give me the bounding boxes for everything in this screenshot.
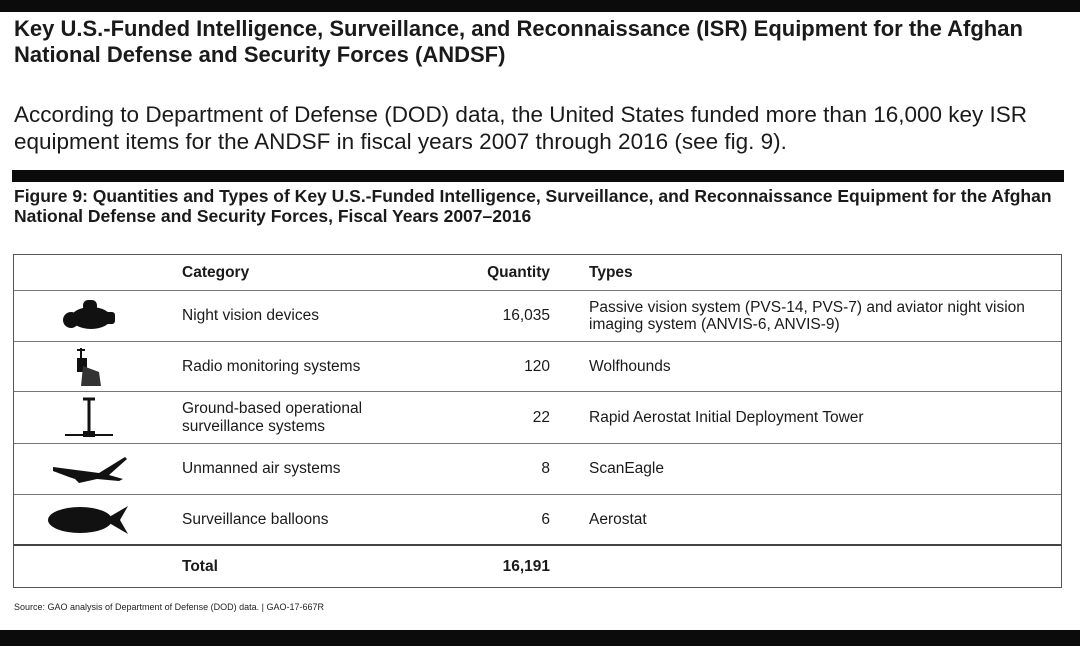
row-types: ScanEagle — [589, 460, 664, 477]
top-black-bar — [0, 0, 1080, 12]
row-quantity: 120 — [524, 357, 550, 375]
table-row — [14, 392, 1061, 444]
total-quantity: 16,191 — [502, 557, 550, 575]
table-row — [14, 291, 1061, 342]
row-quantity: 16,035 — [502, 307, 550, 324]
radio-icon — [44, 342, 134, 391]
header-category: Category — [182, 263, 250, 281]
row-category: Unmanned air systems — [182, 460, 341, 477]
figure-caption: Figure 9: Quantities and Types of Key U.S.-Funded Intelligence, Surveillance, and Reconnaissance Equipment for the Afghan National Defense and Security Forces, Fiscal Years 2007–2016 — [14, 186, 1052, 226]
tower-icon — [44, 392, 134, 443]
figure-rule — [12, 170, 1064, 182]
source-note: Source: GAO analysis of Department of Defense (DOD) data. | GAO-17-667R — [14, 602, 324, 612]
row-category: Ground-based operational surveillance systems — [182, 399, 363, 435]
row-category: Surveillance balloons — [182, 510, 329, 528]
row-quantity: 8 — [541, 460, 550, 477]
bottom-black-bar — [0, 630, 1080, 646]
table-row — [14, 495, 1061, 546]
header-types: Types — [589, 263, 633, 281]
row-types: Aerostat — [589, 510, 647, 528]
row-types: Passive vision system (PVS-14, PVS-7) and aviator night vision imaging system (ANVIS-6, ANVIS-9) — [589, 299, 1025, 333]
drone-icon — [44, 444, 134, 494]
row-types: Wolfhounds — [589, 357, 671, 375]
balloon-icon — [44, 495, 134, 544]
row-quantity: 22 — [532, 408, 550, 426]
row-category: Night vision devices — [182, 307, 319, 324]
row-types: Rapid Aerostat Initial Deployment Tower — [589, 408, 864, 426]
night-vision-icon — [44, 291, 134, 341]
table-total-row — [14, 546, 1061, 587]
table-header-row — [14, 255, 1061, 291]
table-row — [14, 444, 1061, 495]
row-quantity: 6 — [541, 510, 550, 528]
intro-paragraph: According to Department of Defense (DOD) data, the United States funded more than 16,000 key ISR equipment items for the ANDSF in fiscal years 2007 through 2016 (see fig. 9). — [14, 102, 1028, 154]
section-heading: Key U.S.-Funded Intelligence, Surveillance, and Reconnaissance (ISR) Equipment for the Afghan National Defense and Security Forces (ANDSF) — [14, 16, 1023, 67]
table-row — [14, 342, 1061, 392]
isr-table — [13, 254, 1062, 588]
row-category: Radio monitoring systems — [182, 357, 361, 375]
header-quantity: Quantity — [487, 263, 550, 281]
total-label: Total — [182, 557, 218, 575]
